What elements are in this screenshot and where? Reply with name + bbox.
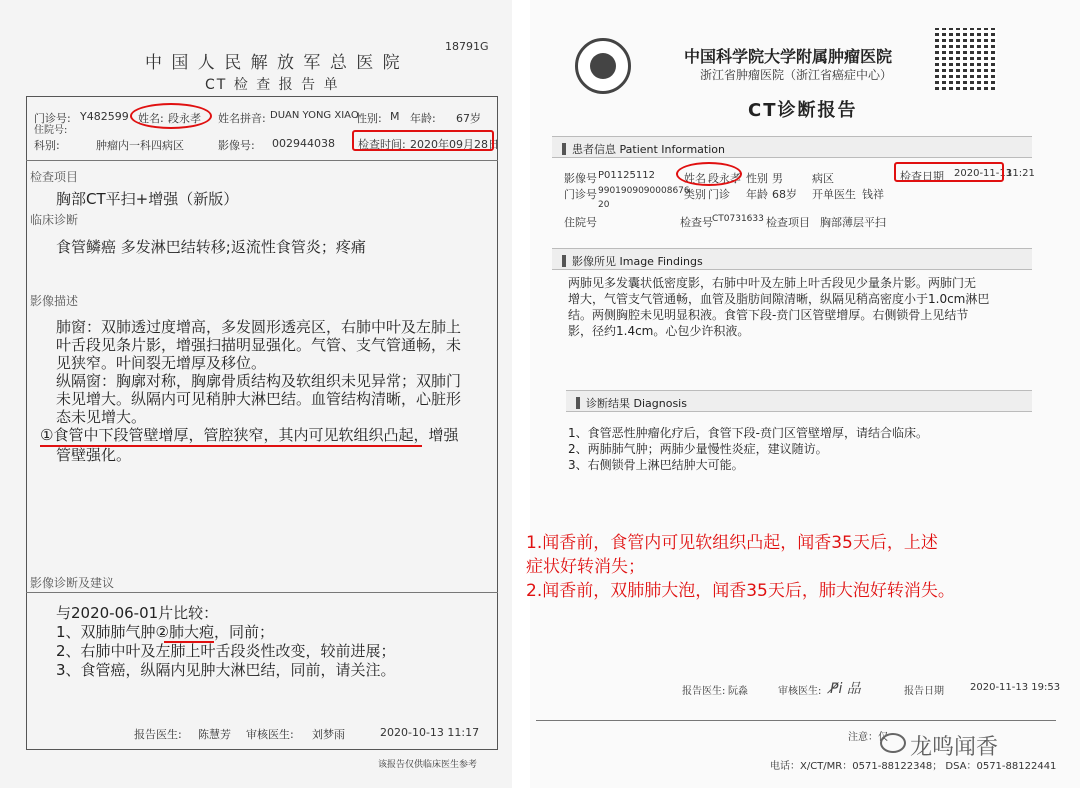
r-exam-item-label: 检查项目 <box>766 216 810 229</box>
exam-item-label: 检查项目 <box>30 170 79 184</box>
clinical-label: 临床诊断 <box>30 213 79 227</box>
left-hospital-name: 中 国 人 民 解 放 军 总 医 院 <box>145 53 402 73</box>
diag-line: 与2020-06-01片比较： <box>56 604 219 622</box>
report-time: 2020-10-13 11:17 <box>380 726 480 739</box>
r-reviewer-label: 审核医生: <box>778 686 822 697</box>
r-bed-label: 住院号 <box>564 216 597 229</box>
r-outpatient-label: 门诊号 <box>564 188 597 201</box>
clinical-diagnosis: 食管鳞癌 多发淋巴结转移;返流性食管炎；疼痛 <box>56 238 366 256</box>
watermark: 龙鸣闻香 <box>910 735 999 760</box>
r-age-label: 年龄 <box>746 188 768 201</box>
r-image-no-label: 影像号 <box>564 172 597 185</box>
diag-line: 1、双肺肺气肿②肺大疱，同前； <box>56 623 274 641</box>
name-label: 姓名: <box>138 112 164 125</box>
diag-label: 影像诊断及建议 <box>30 576 115 590</box>
r-reporter-label: 报告医生: <box>682 686 726 697</box>
finding-line: 增大，气管支气管通畅，血管及脂肪间隙清晰，纵隔见稍高密度小于1.0cm淋巴 <box>568 292 990 306</box>
r-age: 68岁 <box>772 188 797 201</box>
r-exam-item: 胸部薄层平扫 <box>820 216 886 229</box>
r-outpatient-no: 9901909090008676 <box>598 186 690 196</box>
r-report-date-label: 报告日期 <box>904 686 944 697</box>
r-image-no: P01125112 <box>598 170 655 181</box>
age: 67岁 <box>456 112 481 125</box>
sex-label: 性别: <box>356 112 382 125</box>
desc-label: 影像描述 <box>30 294 79 308</box>
diag-line: 3、食管癌，纵隔内见肿大淋巴结，同前，请关注。 <box>56 661 396 679</box>
wechat-icon <box>880 733 906 753</box>
reporter: 陈慧芳 <box>198 728 231 741</box>
r-sex: 男 <box>772 172 783 185</box>
diagnosis-section-title: 诊断结果 Diagnosis <box>586 397 687 410</box>
hosp-no-label: 住院号: <box>34 125 68 136</box>
r-exam-date: 2020-11-13 <box>954 168 1013 179</box>
exam-item: 胸部CT平扫+增强（新版） <box>56 190 239 208</box>
left-report <box>0 0 512 788</box>
r-check-no-label: 检查号 <box>680 216 713 229</box>
diag-divider <box>26 592 498 593</box>
r-name: 段永孝 <box>708 172 741 185</box>
r-check-no: CT0731633 <box>712 214 764 224</box>
right-report-title: CT诊断报告 <box>748 100 858 121</box>
pinyin: DUAN YONG XIAO <box>270 110 359 121</box>
annotation-line: 1.闻香前，食管内可见软组织凸起，闻香35天后，上述 <box>526 533 938 553</box>
finding-line: 结。两侧胸腔未见明显积液。食管下段-贲门区管壁增厚。右侧锁骨上见结节 <box>568 308 969 322</box>
desc-line-highlighted: ①食管中下段管壁增厚，管腔狭窄，其内可见软组织凸起，增强 <box>40 426 459 444</box>
left-code: 18791G <box>445 40 489 53</box>
dept: 肿瘤内一科四病区 <box>96 139 184 152</box>
image-no-label: 影像号: <box>218 139 255 152</box>
exam-time: 2020年09月28日 <box>410 138 499 151</box>
findings-section-header <box>552 248 1032 270</box>
sex: M <box>390 110 400 123</box>
outpatient-no: Y482599 <box>80 110 129 123</box>
r-outpatient-no2: 20 <box>598 200 610 210</box>
r-doctor-label: 开单医生 <box>812 188 856 201</box>
exam-time-highlight <box>352 130 494 151</box>
desc-line: 见狭窄。叶间裂无增厚及移位。 <box>56 354 267 372</box>
r-name-highlight <box>676 162 742 186</box>
r-type-label: 类别 <box>684 188 706 201</box>
patient-section-header <box>552 136 1032 158</box>
desc-line: 纵隔窗：胸廓对称，胸廓骨质结构及软组织未见异常；双肺门 <box>56 372 462 390</box>
outpatient-label: 门诊号: <box>34 112 71 125</box>
annotation-line: 症状好转消失； <box>526 557 645 577</box>
hospital-logo <box>575 38 631 94</box>
diagnosis-line: 1、食管恶性肿瘤化疗后，食管下段-贲门区管壁增厚，请结合临床。 <box>568 426 928 440</box>
r-ward-label: 病区 <box>812 172 834 185</box>
desc-line: 未见增大。纵隔内可见稍肿大淋巴结。血管结构清晰，心脏形 <box>56 390 462 408</box>
desc-line: 态未见增大。 <box>56 408 147 426</box>
r-reporter: 阮淼 <box>728 686 748 697</box>
age-label: 年龄: <box>410 112 436 125</box>
left-report-title: CT 检 查 报 告 单 <box>205 77 340 93</box>
reviewer-label: 审核医生: <box>246 728 294 741</box>
desc-line: 叶舌段见条片影，增强扫描明显强化。气管、支气管通畅，未 <box>56 336 462 354</box>
right-footer-divider <box>536 720 1056 721</box>
header-divider <box>26 160 498 161</box>
left-footer: 该报告仅供临床医生参考 <box>378 760 478 770</box>
patient-section-title: 患者信息 Patient Information <box>572 143 725 156</box>
diagnosis-section-header <box>566 390 1032 412</box>
r-sex-label: 性别 <box>746 172 768 185</box>
r-exam-time: 11:21 <box>1006 168 1035 179</box>
exam-time-label: 检查时间: <box>358 138 406 151</box>
name-highlight <box>130 103 212 129</box>
dept-label: 科别: <box>34 139 60 152</box>
r-report-date: 2020-11-13 19:53 <box>970 682 1061 693</box>
annotation-line: 2.闻香前，双肺肺大泡，闻香35天后，肺大泡好转消失。 <box>526 581 955 601</box>
desc-line: 管壁强化。 <box>56 446 132 464</box>
r-name-label: 姓名 <box>684 172 706 185</box>
diag-line: 2、右肺中叶及左肺上叶舌段炎性改变，较前进展； <box>56 642 396 660</box>
reporter-label: 报告医生: <box>134 728 182 741</box>
r-exam-date-label: 检查日期 <box>900 170 944 183</box>
image-no: 002944038 <box>272 137 335 150</box>
findings-section-title: 影像所见 Image Findings <box>572 255 703 268</box>
desc-line: 肺窗：双肺透过度增高，多发圆形透亮区，右肺中叶及左肺上 <box>56 318 462 336</box>
r-type: 门诊 <box>708 188 730 201</box>
qr-code-icon[interactable] <box>935 28 997 90</box>
r-phone: 电话：X/CT/MR：0571-88122348； DSA：0571-88122441 <box>770 761 1057 772</box>
patient-name: 段永孝 <box>168 112 201 125</box>
diagnosis-line: 2、两肺肺气肿；两肺少量慢性炎症，建议随访。 <box>568 442 828 456</box>
r-reviewer-signature: P̸i 品 <box>830 681 861 697</box>
reviewer: 刘梦雨 <box>312 728 345 741</box>
right-hospital-name: 中国科学院大学附属肿瘤医院 <box>684 47 893 66</box>
finding-line: 影，径约1.4cm。心包少许积液。 <box>568 324 750 338</box>
r-footer-label: 注意：仅 <box>848 732 888 743</box>
diagnosis-line: 3、右侧锁骨上淋巴结肿大可能。 <box>568 458 744 472</box>
finding-line: 两肺见多发囊状低密度影，右肺中叶及左肺上叶舌段见少量条片影。两肺门无 <box>568 276 977 290</box>
right-hospital-sub: 浙江省肿瘤医院（浙江省癌症中心） <box>700 68 893 82</box>
r-exam-date-highlight <box>894 162 1004 182</box>
pinyin-label: 姓名拼音: <box>218 112 266 125</box>
r-doctor: 钱祥 <box>862 188 884 201</box>
